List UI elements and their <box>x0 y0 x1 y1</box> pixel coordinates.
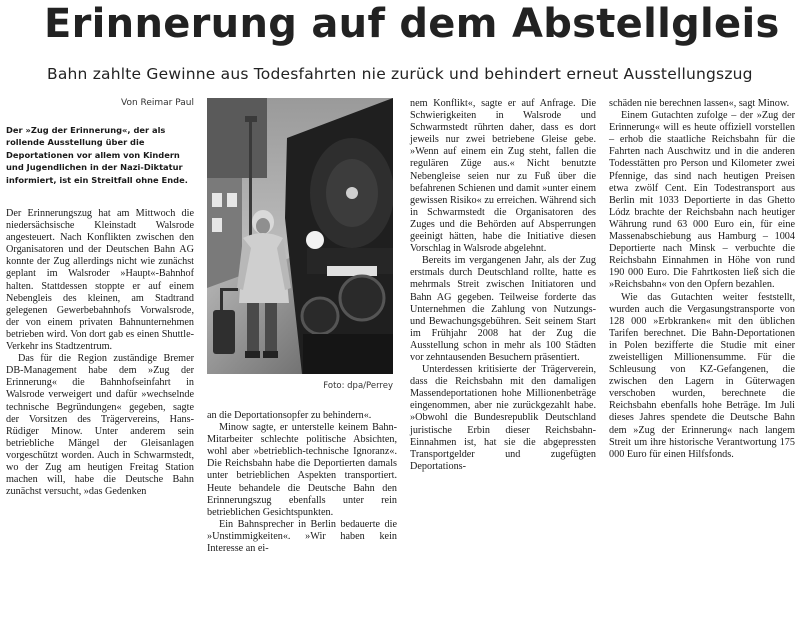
paragraph: Das für die Region zuständige Bremer DB-Management habe dem »Zug der Erinnerung« die Bahnhofseinfahrt in Walsrode verweigert und dafür »wechselnde technische Begründungen« gegeben, sagte der Vorsitzen des Trägervereins, Hans-Rüdiger Minow. Unter anderem sein betriebliche Mängel der Gleisanlagen vorgeschützt worden. Auch in Schwarmstedt, wo der Zug am heutigen Freitag Station machen will, habe die Deutsche Bahn zunächst versucht, »das Gedenken <box>6 353 194 498</box>
text-column-1 <box>6 208 194 498</box>
paragraph: Wie das Gutachten weiter feststellt, wurden auch die Vergasungstransporte von 128 000 »Erbkranken« mit den üblichen Tarifen berechnet. Die Bahn-Deportationen in Polen bezifferte die Studie mit einer zweistelligen Millionensumme. Für die Schleusung von KZ-Gefangenen, die zwischen den Lagern in Güterwagen verschoben wurden, berechnete die Reichsbahn ebenfalls hohe Beträge. Im Juli dieses Jahres spendete die Deutsche Bahn dem »Zug der Erinnerung« nach langem Streit um ihre historische Verantwortung 175 000 Euro für einen Hilfsfonds. <box>609 291 795 460</box>
photo-train-station <box>207 98 393 374</box>
text-column-3 <box>410 98 596 473</box>
text-column-4 <box>609 98 795 461</box>
paragraph: an die Deportationsopfer zu behindern«. <box>207 410 372 421</box>
paragraph: schäden nie berechnen lassen«, sagt Minow. <box>609 98 790 109</box>
paragraph: Minow sagte, er unterstelle keinem Bahn-Mitarbeiter schlechte politische Absichten, wohl aber »betrieblich-technische Ignoranz«. Die Reichsbahn habe die Deportierten damals unter betrieblichen Aspekten transportiert. Heute behandele die Deutsche Bahn den Erinnerungszug ebenfalls unter rein betrieblichen Gesichtspunkten. <box>207 422 397 518</box>
paragraph: Der Erinnerungszug hat am Mittwoch die niedersächsische Kleinstadt Walsrode angesteuert. Nach Konflikten zwischen den Organisatoren und der Deutschen Bahn AG konnte der Zug allerdings nicht wie zunächst geplant im Walsroder »Haupt«-Bahnhof halten. Stattdessen stoppte er auf einem Nebengleis des kleinen, am Stadtrand gelegenen Gewerbebahnhofs Vorwalsrode, der von einem privaten Bahnunternehmen betrieben wird. Von dort gab es einen Shuttle-Verkehr ins Stadtzentrum. <box>6 208 194 353</box>
paragraph: Bereits im vergangenen Jahr, als der Zug erstmals durch Deutschland rollte, hatte es mehrmals Streit zwischen Initiatoren und Bahn AG gegeben. Teilweise forderte das Unternehmen die Zahlung von Nutzungs- und Bewachungsgebühren. Seit seinem Start im Frühjahr 2008 hat der Zug die Ausstellung schon in mehr als 100 Städten vor zehntausenden Besuchern präsentiert. <box>410 255 596 363</box>
paragraph: nem Konflikt«, sagte er auf Anfrage. Die Schwierigkeiten in Walsrode und Schwarmstedt rührten daher, dass es dort jeweils nur zwei betriebene Gleise gebe. »Wenn auf einem ein Zug steht, fallen die regulären Züge aus.« Nicht benutzte Nebengleise seien nur zu Fuß über die befahrenen Schienen und damit »unter einem gewissen Risiko« zu erreichen. Während sich in Schwarmstedt die Organisatoren des Zuges und die Behörden auf Absperrungen geeinigt hätten, habe die Initiative diesen Vorschlag in Walsrode abgelehnt. <box>410 98 596 255</box>
headline: Erinnerung auf dem Abstellgleis <box>44 1 780 47</box>
byline: Von Reimar Paul <box>120 98 194 108</box>
text-column-2 <box>207 410 397 555</box>
paragraph: Einem Gutachten zufolge – der »Zug der Erinnerung« will es heute offiziell vorstellen – erhob die staatliche Reichsbahn für die Fahrten nach Auschwitz und in die anderen Todesstätten pro Person und Kilometer zwei Pfennige, das sind nach heutigen Preisen etwa zwölf Cent. Ein Todestransport aus Berlin mit 1033 Deportierte in das Ghetto Lódz brachte der Reichsbahn nach heutiger Währung rund 63 000 Euro ein, für eine Massenabschiebung aus Hamburg – 1004 Deportierte nach Minsk – verbuchte die Reichsbahn Einnahmen in Höhe von rund 190 000 Euro. Die Fahrtkosten ließ sich die »Reichsbahn« von den Opfern bezahlen. <box>609 110 795 291</box>
paragraph: Ein Bahnsprecher in Berlin bedauerte die »Unstimmigkeiten«. »Wir haben kein Interesse an ei- <box>207 518 397 555</box>
paragraph: Unterdessen kritisierte der Trägerverein, dass die Reichsbahn mit den damaligen Massendeportationen hohe Millionenbeträge eingenommen, aber nie zurückgezahlt habe. »Obwohl die Bundesrepublik Deutschland juristische Erbin dieser Reichsbahn-Einnahmen ist, hat sie die abgepressten Transportgelder und zugefügten Deportations- <box>410 364 596 472</box>
lead-paragraph: Der »Zug der Erinnerung«, der als rollende Ausstellung über die Deportationen vor allem von Kindern und Jugendlichen in der Nazi-Diktatur informiert, ist ein Streitfall ohne Ende. <box>6 125 188 185</box>
photo-caption: Foto: dpa/Perrey <box>323 381 393 391</box>
subheadline: Bahn zahlte Gewinne aus Todesfahrten nie zurück und behindert erneut Ausstellungszug <box>47 65 753 83</box>
